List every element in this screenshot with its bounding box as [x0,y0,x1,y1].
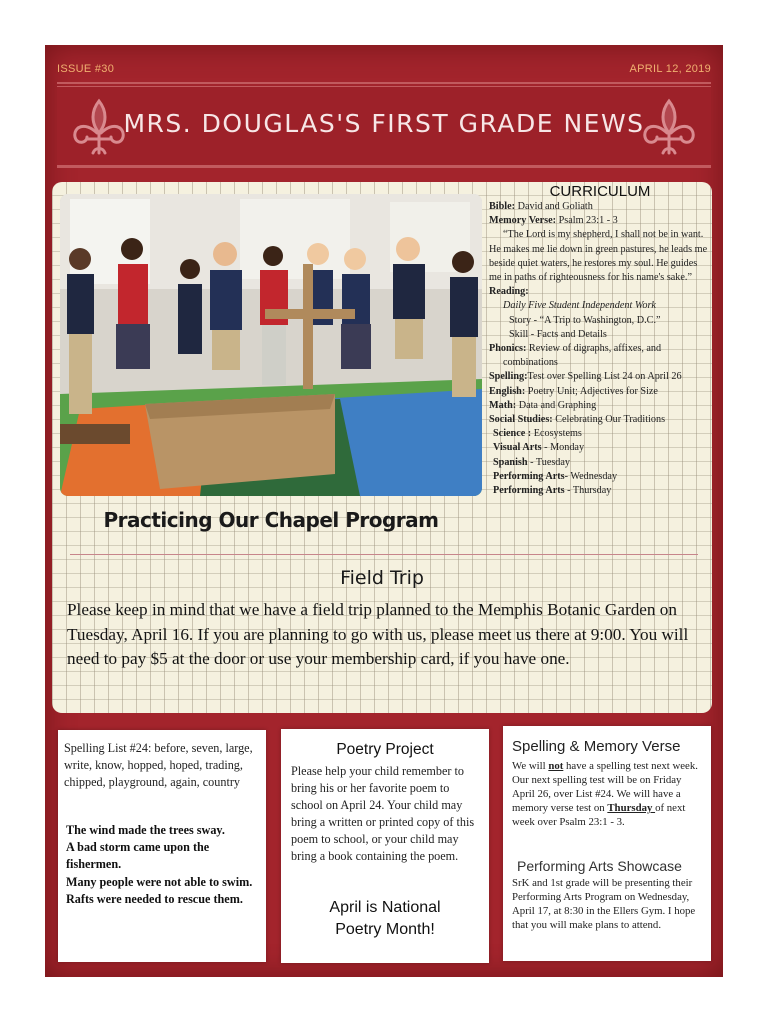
sentence: Many people were not able to swim. [66,874,253,889]
poetry-project-card [281,729,489,963]
showcase-heading: Performing Arts Showcase [517,858,682,874]
emphasis-not: not [548,760,564,772]
main-panel [52,182,712,713]
field-trip-body: Please keep in mind that we have a field trip planned to the Memphis Botanic Garden on Tuesday, April 16. If you are planning to go with us, please meet us there at 9:00. You will need to pay $5 at the door or use your membership card, if you have one. [67,600,689,668]
math-label: Math: [489,399,517,411]
poetry-month-line: Poetry Month! [335,921,435,938]
math-value: Data and Graphing [516,399,597,411]
spanish-value: - Tuesday [527,456,571,468]
spelling-memory-card [503,726,711,961]
visual-arts-label: Visual Arts [493,442,542,454]
class-photo [60,194,482,496]
science-value: Ecosystems [531,428,582,440]
memory-verse-label: Memory Verse: [489,215,557,227]
curriculum-body [489,200,711,498]
emphasis-thursday: Thursday [607,802,656,815]
spanish-label: Spanish [493,456,528,468]
bible-label: Bible: [489,201,516,212]
section-divider [70,554,698,555]
social-studies-value: Celebrating Our Traditions [552,414,666,426]
spelling-sentences [66,822,262,908]
masthead-rule-top [57,82,711,84]
sentence: The wind made the trees sway. [66,823,225,837]
newsletter-title: MRS. DOUGLAS'S FIRST GRADE NEWS [123,109,645,138]
poetry-month-line: April is National [329,899,441,916]
bible-value: David and Goliath [515,201,593,212]
visual-arts-value: - Monday [541,442,585,454]
social-studies-label: Social Studies: [489,414,553,426]
poetry-month-note [281,897,489,941]
phonics-value: Review of digraphs, affixes, and combinations [503,343,662,369]
photo-caption: Practicing Our Chapel Program [103,508,439,532]
field-trip-heading: Field Trip [340,567,424,589]
text-part: have a spelling test next week. Our next spelling test will be on Friday April 26, over List #24. We will have a memory verse test on [512,760,698,815]
performing-arts-label: Performing Arts [493,485,565,497]
fleur-de-lis-icon [637,93,701,163]
memory-verse-value: Psalm 23:1 - 3 [556,215,618,227]
poetry-body: Please help your child remember to bring his or her favorite poem to school on April 24. Your child may bring a written or printed copy of this poem to school, or your child may bring a book containing the poem. [291,764,475,863]
reading-skill: Skill - Facts and Details [509,328,607,340]
psalm-text: “The Lord is my shepherd, I shall not be in want. He makes me lie down in green pastures, he leads me beside quiet waters, he restores my soul. He guides me in paths of righteousness for his name's sake.” [489,229,708,284]
spelling-list-card [58,730,266,962]
spelling-memory-body [512,759,706,829]
sentence: A bad storm came upon the fishermen. [66,840,210,872]
text-part: of next week over Psalm 23:1 - 3. [512,802,686,829]
spelling-label: Spelling: [489,371,528,383]
reading-work: Daily Five Student Independent Work [503,300,656,312]
reading-label: Reading: [489,286,529,298]
masthead-rule-bottom [57,166,711,168]
english-label: English: [489,385,526,397]
sentence: Rafts were needed to rescue them. [66,891,243,906]
performing-arts-value: - Thursday [564,485,612,497]
newsletter-board [45,45,723,977]
spelling-memory-heading: Spelling & Memory Verse [512,738,681,755]
showcase-body: SrK and 1st grade will be presenting their Performing Arts Program on Wednesday, April 17, at 8:30 in the Ellers Gym. I hope that you will make plans to attend. [512,877,696,932]
text-part: We will [512,760,549,772]
poetry-heading: Poetry Project [336,741,434,758]
phonics-label: Phonics: [489,343,527,355]
curriculum-heading: CURRICULUM [549,183,651,200]
spelling-value: Test over Spelling List 24 on April 26 [527,371,682,383]
reading-story: Story - “A Trip to Washington, D.C.” [509,314,661,326]
english-value: Poetry Unit; Adjectives for Size [525,385,658,397]
spelling-list-words: Spelling List #24: before, seven, large, write, know, hopped, hoped, trading, chipped, playground, again, country [64,741,253,790]
performing-arts-value: - Wednesday [564,470,618,482]
performing-arts-label: Performing Arts [493,470,565,482]
curriculum-section [489,182,711,554]
issue-date: APRIL 12, 2019 [629,63,711,75]
science-label: Science : [493,428,532,440]
masthead-banner [57,86,711,166]
issue-number: ISSUE #30 [57,63,115,75]
